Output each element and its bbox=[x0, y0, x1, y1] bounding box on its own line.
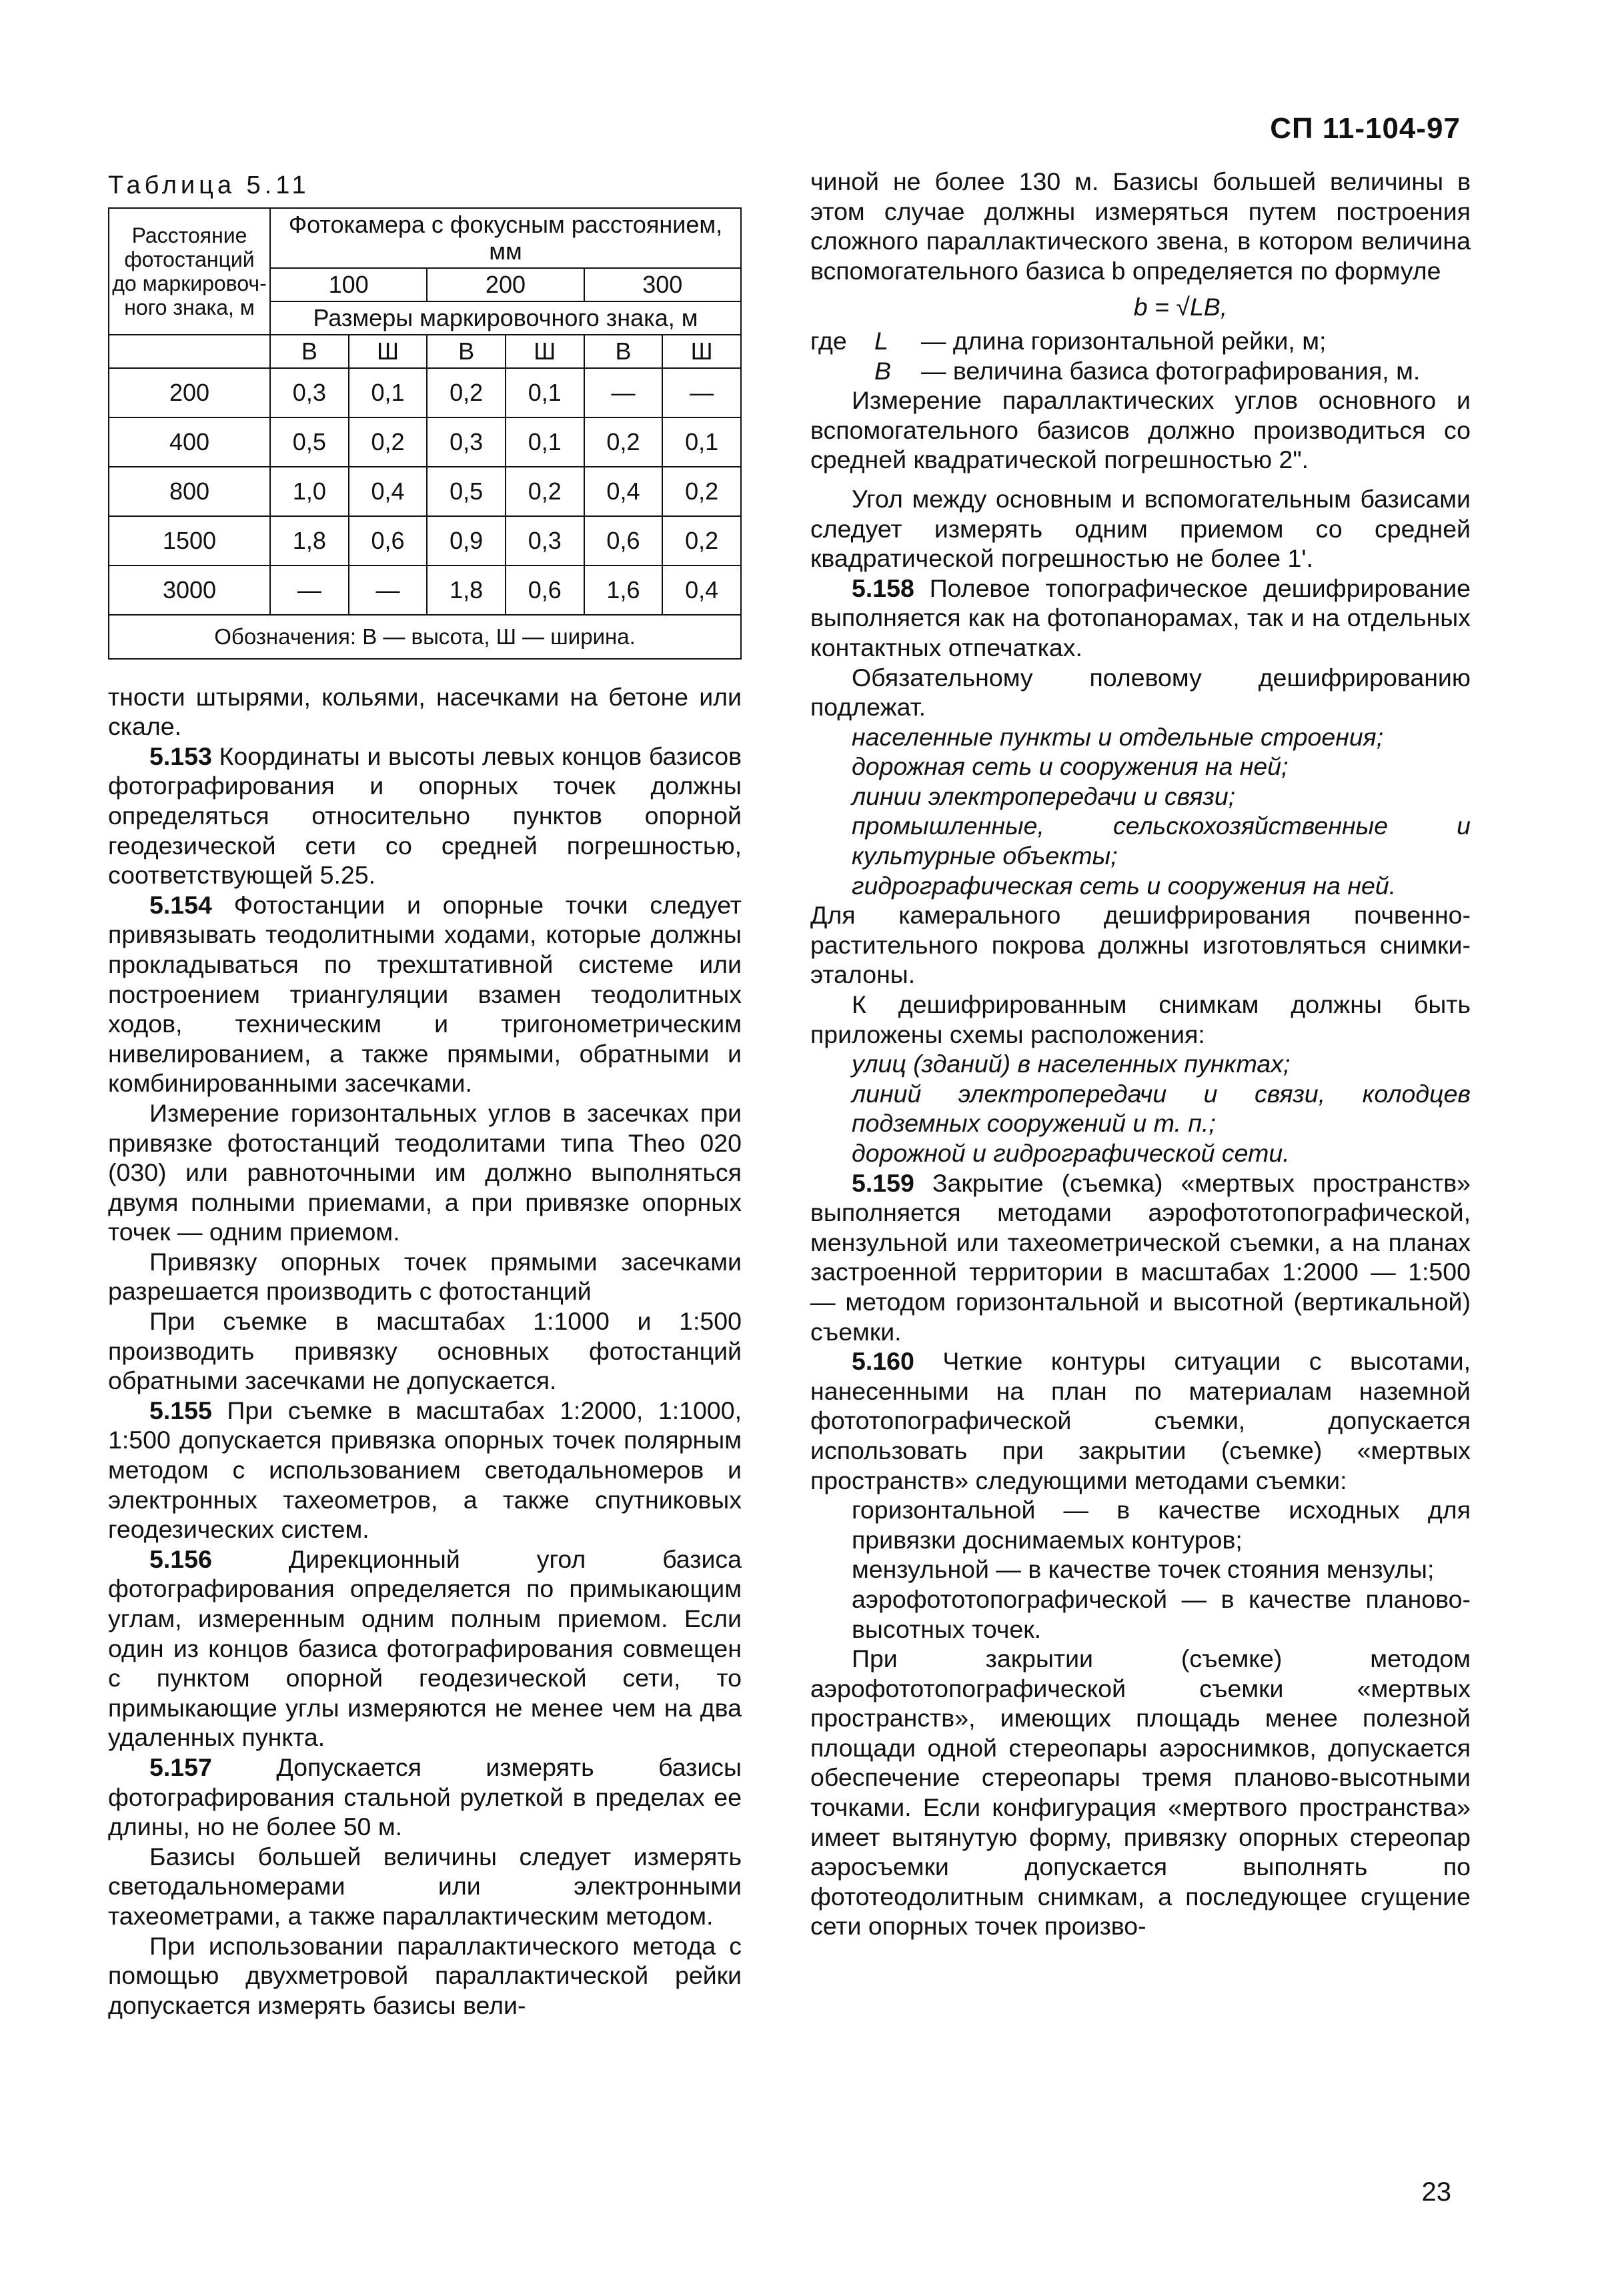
paragraph-scale: При съемке в масштабах 1:1000 и 1:500 производить привязку основных фотостанций обратными засечками не допускается. bbox=[108, 1307, 742, 1395]
table-cell: 0,6 bbox=[584, 516, 663, 565]
table-cell: 0,2 bbox=[427, 368, 506, 417]
table-cell: 0,3 bbox=[506, 516, 584, 565]
list-item: линий электропередачи и связи, колодцев подземных сооружений и т. п.; bbox=[852, 1079, 1471, 1138]
symbol-L: L bbox=[874, 326, 888, 355]
table-row bbox=[109, 417, 741, 467]
table-cell: 0,5 bbox=[427, 467, 506, 516]
table-row bbox=[109, 368, 741, 417]
paragraph-continuation: чиной не более 130 м. Базисы большей величины в этом случае должны измеряться путем построения сложного параллактического звена, в котором величина вспомогательного базиса b определяется по формуле bbox=[810, 167, 1471, 285]
paragraph-mandatory: Обязательному полевому дешифрированию подлежат. bbox=[810, 663, 1471, 722]
clause-text: Допускается измерять базисы фотографирования стальной рулеткой в пределах ее длины, но не более 50 м. bbox=[108, 1753, 742, 1841]
table-row bbox=[109, 467, 741, 516]
table-cell: — bbox=[270, 565, 349, 615]
document-code: СП 11-104-97 bbox=[1270, 112, 1461, 145]
header-camera: Фотокамера с фокусным расстоянием, мм bbox=[270, 208, 741, 268]
paragraph-measurement: Измерение горизонтальных углов в засечках при привязке фотостанций теодолитами типа Theo 020 (030) или равноточными им должно выполняться двумя полными приемами, а при привязке опорных точек — одним приемом. bbox=[108, 1098, 742, 1246]
header-focal-300: 300 bbox=[584, 268, 741, 301]
paragraph-5-155 bbox=[108, 1396, 742, 1544]
clause-number: 5.157 bbox=[149, 1753, 212, 1781]
clause-number: 5.160 bbox=[852, 1347, 914, 1376]
list-item: мензульной — в качестве точек стояния мензулы; bbox=[852, 1555, 1435, 1584]
table-cell: 0,2 bbox=[506, 467, 584, 516]
list-item: дорожная сеть и сооружения на ней; bbox=[852, 752, 1289, 781]
row-distance: 800 bbox=[109, 467, 270, 516]
table-cell: 0,3 bbox=[427, 417, 506, 467]
paragraph-binding: Привязку опорных точек прямыми засечками разрешается производить с фотостанций bbox=[108, 1247, 742, 1306]
symbol-B: B bbox=[874, 356, 892, 385]
paragraph-schemes: К дешифрированным снимкам должны быть приложены схемы расположения: bbox=[810, 990, 1471, 1048]
row-distance: 200 bbox=[109, 368, 270, 417]
table-row bbox=[109, 516, 741, 565]
clause-text: Дирекционный угол базиса фотографирования определяется по примыкающим углам, измеренным одним полным приемом. Если один из концов базиса фотографирования совмещен с пунктом опорной геодезической сети, то примыкающие углы измеряются не менее чем на два удаленных пункта. bbox=[108, 1544, 742, 1752]
paragraph-cameral: Для камерального дешифрирования почвенно-растительного покрова должны изготовляться снимки-эталоны. bbox=[810, 901, 1471, 989]
row-distance: 3000 bbox=[109, 565, 270, 615]
list-item: гидрографическая сеть и сооружения на ней. bbox=[852, 871, 1397, 900]
paragraph-5-154 bbox=[108, 890, 742, 1098]
header-size-col: В bbox=[427, 335, 506, 368]
header-size-col: Ш bbox=[349, 335, 428, 368]
where-spacer bbox=[810, 356, 874, 386]
table-cell: 0,4 bbox=[662, 565, 741, 615]
clause-text: Полевое топографическое дешифрирование выполняется как на фотопанорамах, так и на отдельных контактных отпечатках. bbox=[810, 573, 1471, 662]
clause-text: Координаты и высоты левых концов базисов фотографирования и опорных точек должны определяться относительно пунктов опорной геодезической сети со средней погрешностью, соответствующей 5.25. bbox=[108, 742, 742, 890]
clause-text: Закрытие (съемка) «мертвых пространств» выполняется методами аэрофототопографической, мензульной или тахеометрической съемки, а на планах застроенной территории в масштабах 1:2000 — 1:500 — методом горизонтальной и высотной (вертикальной) съемки. bbox=[810, 1168, 1471, 1346]
paragraph-5-157 bbox=[108, 1753, 742, 1842]
paragraph-parallax: При использовании параллактического метода с помощью двухметровой параллактической рейки допускается измерять базисы вели- bbox=[108, 1931, 742, 2019]
header-sizes: Размеры маркировочного знака, м bbox=[270, 301, 741, 335]
table-cell: 0,4 bbox=[584, 467, 663, 516]
paragraph-5-159 bbox=[810, 1168, 1471, 1347]
table-cell: 0,1 bbox=[662, 417, 741, 467]
page-number: 23 bbox=[1421, 2177, 1451, 2207]
table-cell: 0,4 bbox=[349, 467, 428, 516]
table-row bbox=[109, 565, 741, 615]
paragraph-5-156 bbox=[108, 1544, 742, 1753]
table-cell: 1,8 bbox=[427, 565, 506, 615]
table-cell: 1,0 bbox=[270, 467, 349, 516]
header-size-col: В bbox=[270, 335, 349, 368]
marker-size-table bbox=[108, 207, 742, 660]
right-column bbox=[810, 167, 1471, 1941]
clause-text: При съемке в масштабах 1:2000, 1:1000, 1:500 допускается привязка опорных точек полярным методом с использованием светодальномеров и электронных тахеометров, а также спутниковых геодезических систем. bbox=[108, 1396, 742, 1544]
table-cell: 0,9 bbox=[427, 516, 506, 565]
clause-text: Фотостанции и опорные точки следует привязывать теодолитными ходами, которые должны прокладываться по трехштативной системе или построением триангуляции взамен теодолитных ходов, техническим и тригонометрическим нивелированием, а также прямыми, обратными и комбинированными засечками. bbox=[108, 890, 742, 1098]
table-cell: 0,1 bbox=[506, 368, 584, 417]
table-cell: 1,6 bbox=[584, 565, 663, 615]
paragraph-5-160 bbox=[810, 1346, 1471, 1495]
list-item: горизонтальной — в качестве исходных для привязки доснимаемых контуров; bbox=[852, 1496, 1471, 1554]
definition-B bbox=[810, 356, 1471, 386]
definition-L bbox=[810, 326, 1471, 356]
header-focal-100: 100 bbox=[270, 268, 427, 301]
clause-number: 5.159 bbox=[852, 1168, 914, 1197]
table-cell: 0,2 bbox=[349, 417, 428, 467]
paragraph-closing: При закрытии (съемке) методом аэрофототопографической съемки «мертвых пространств», имеющих площадь менее полезной площади одной стереопары аэроснимков, допускается обеспечение стереопары тремя планово-высотными точками. Если конфигурация «мертвого пространства» имеет вытянутую форму, привязку опорных стереопар аэросъемки допускается выполнять по фототеодолитным снимкам, а последующее сгущение сети опорных точек произво- bbox=[810, 1644, 1471, 1941]
table-cell: 0,3 bbox=[270, 368, 349, 417]
clause-number: 5.153 bbox=[149, 742, 212, 770]
table-cell: 0,2 bbox=[584, 417, 663, 467]
table-cell: — bbox=[349, 565, 428, 615]
row-distance: 400 bbox=[109, 417, 270, 467]
paragraph-5-158 bbox=[810, 573, 1471, 663]
row-distance: 1500 bbox=[109, 516, 270, 565]
table-cell: 0,6 bbox=[506, 565, 584, 615]
definition-text: — величина базиса фотографирования, м. bbox=[921, 356, 1421, 385]
clause-number: 5.155 bbox=[149, 1396, 212, 1424]
clause-number: 5.154 bbox=[149, 890, 212, 919]
table-cell: 0,1 bbox=[506, 417, 584, 467]
clause-number: 5.158 bbox=[852, 573, 914, 602]
paragraph-5-153 bbox=[108, 742, 742, 890]
header-size-col: В bbox=[584, 335, 663, 368]
table-caption: Таблица 5.11 bbox=[108, 171, 310, 199]
table-cell: 1,8 bbox=[270, 516, 349, 565]
table-cell: 0,2 bbox=[662, 467, 741, 516]
formula: b = √LB, bbox=[1133, 293, 1228, 321]
paragraph-angles: Измерение параллактических углов основного и вспомогательного базисов должно производиться со средней квадратической погрешностью 2". bbox=[810, 386, 1471, 474]
header-size-col: Ш bbox=[662, 335, 741, 368]
header-spacer bbox=[109, 335, 270, 368]
list-item: аэрофототопографической — в качестве планово-высотных точек. bbox=[852, 1584, 1471, 1643]
paragraph-continuation: тности штырями, кольями, насечками на бетоне или скале. bbox=[108, 682, 742, 741]
where-label: где bbox=[810, 326, 847, 355]
header-focal-200: 200 bbox=[427, 268, 584, 301]
clause-number: 5.156 bbox=[149, 1544, 212, 1573]
definition-text: — длина горизонтальной рейки, м; bbox=[921, 326, 1327, 355]
table-cell: 0,1 bbox=[349, 368, 428, 417]
list-item: улиц (зданий) в населенных пунктах; bbox=[852, 1050, 1291, 1078]
header-size-col: Ш bbox=[506, 335, 584, 368]
list-item: населенные пункты и отдельные строения; bbox=[852, 722, 1384, 751]
list-item: дорожной и гидрографической сети. bbox=[852, 1139, 1290, 1167]
header-distance: Расстояние фотостанций до маркировочного знака, м bbox=[109, 208, 270, 335]
table-cell: — bbox=[584, 368, 663, 417]
table-cell: 0,2 bbox=[662, 516, 741, 565]
left-column bbox=[108, 167, 742, 2020]
list-item: промышленные, сельскохозяйственные и культурные объекты; bbox=[852, 812, 1471, 870]
table-cell: — bbox=[662, 368, 741, 417]
table-note: Обозначения: В — высота, Ш — ширина. bbox=[109, 615, 741, 659]
table-cell: 0,6 bbox=[349, 516, 428, 565]
table-cell: 0,5 bbox=[270, 417, 349, 467]
paragraph-bases: Базисы большей величины следует измерять светодальномерами или электронными тахеометрами, а также параллактическим методом. bbox=[108, 1842, 742, 1930]
clause-text: Четкие контуры ситуации с высотами, нанесенными на план по материалам наземной фототопографической съемки, допускается использовать при закрытии (съемке) «мертвых пространств» следующими методами съемки: bbox=[810, 1347, 1471, 1494]
list-item: линии электропередачи и связи; bbox=[852, 782, 1236, 810]
paragraph-angle-between: Угол между основным и вспомогательным базисами следует измерять одним приемом со средней квадратической погрешностью не более 1'. bbox=[810, 484, 1471, 573]
